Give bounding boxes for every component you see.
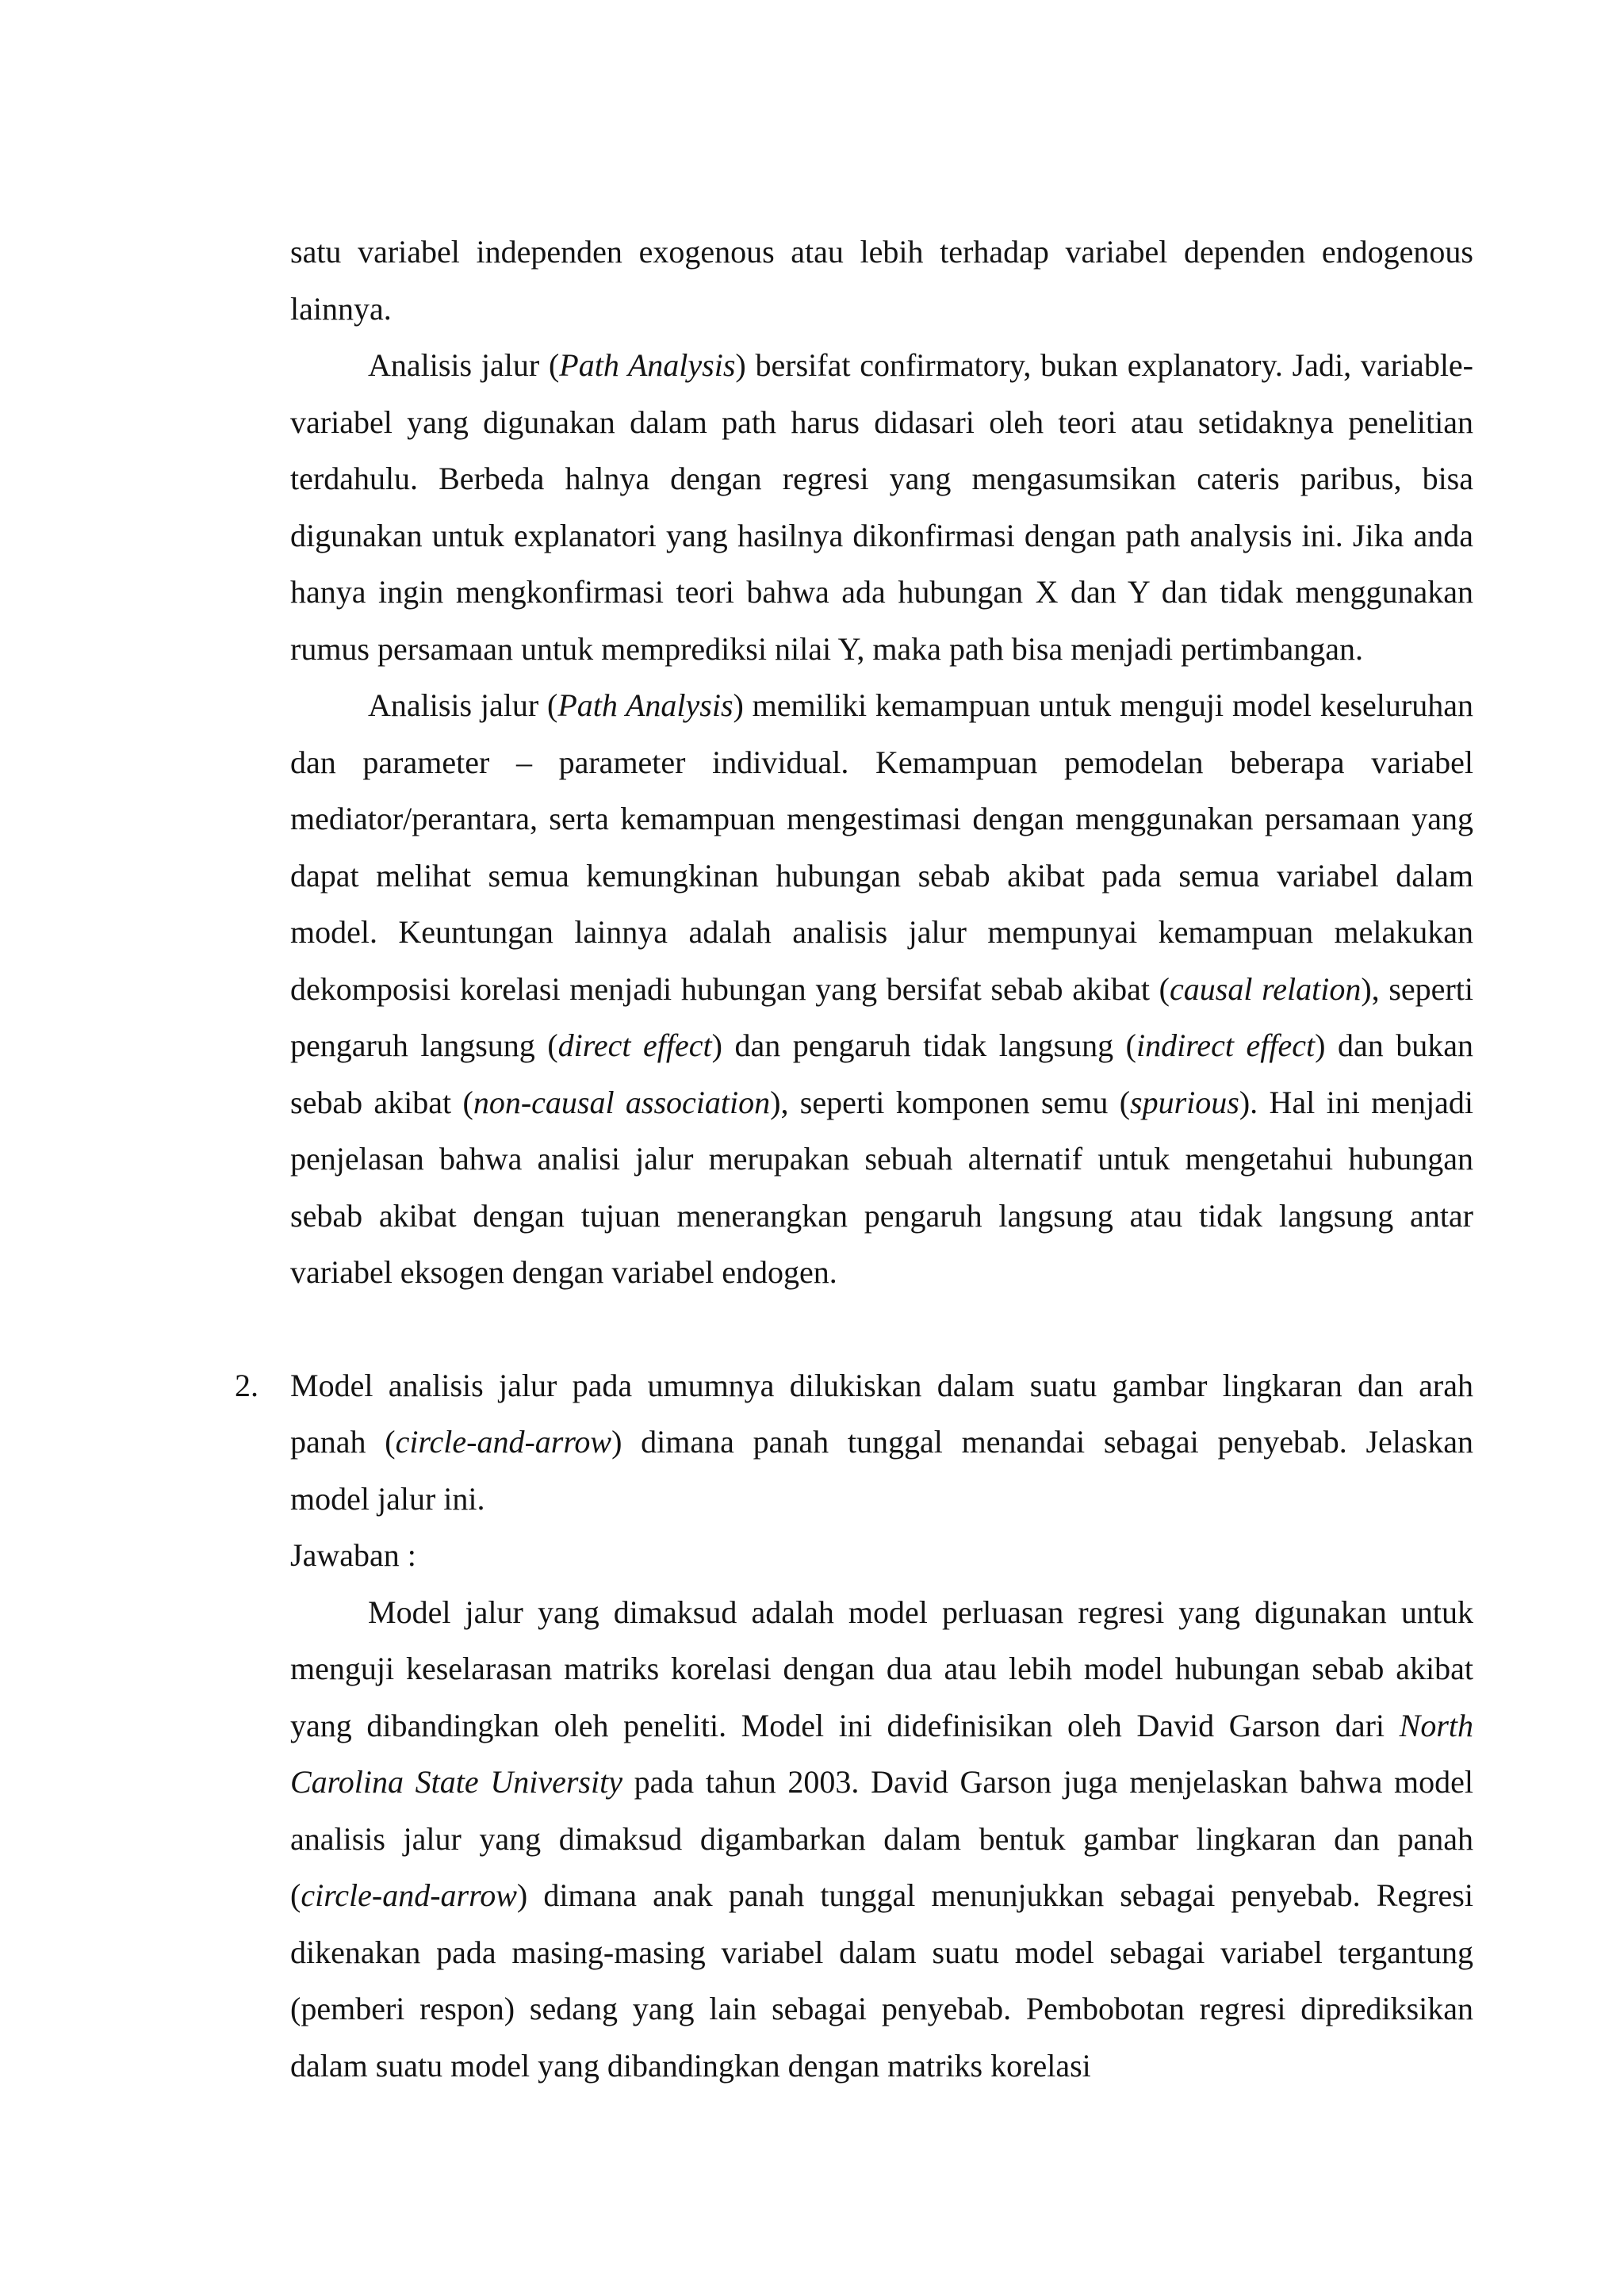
answer-paragraph <box>290 1584 1473 2095</box>
text-run: Model analisis jalur pada umumnya dilukiskan dalam suatu gambar lingkaran dan arah panah ( <box>290 1367 1473 1460</box>
text-run: ), seperti komponen semu ( <box>770 1084 1131 1120</box>
italic-term: Path Analysis <box>557 687 733 723</box>
italic-term: circle-and-arrow <box>301 1877 517 1913</box>
text-run: Analisis jalur ( <box>368 347 560 383</box>
question-item-2 <box>235 1357 1473 2095</box>
text-run: ). Hal ini menjadi penjelasan bahwa analisi jalur merupakan sebuah alternatif untuk mengetahui hubungan sebab akibat dengan tujuan menerangkan pengaruh langsung atau tidak langsung antar variabel eksogen dengan variabel endogen. <box>290 1084 1474 1290</box>
italic-term: spurious <box>1130 1084 1239 1120</box>
italic-term: Path Analysis <box>559 347 736 383</box>
text-run: ) dimana panah tunggal menandai sebagai penyebab. Jelaskan model jalur ini. <box>290 1424 1473 1517</box>
italic-term: non-causal association <box>473 1084 771 1120</box>
text-run: ) dimana anak panah tunggal menunjukkan sebagai penyebab. Regresi dikenakan pada masing-masing variabel dalam suatu model sebagai variabel tergantung (pemberi respon) sedang yang lain sebagai penyebab. Pembobotan regresi diprediksikan dalam suatu model yang dibandingkan dengan matriks korelasi <box>290 1877 1473 2084</box>
italic-term: causal relation <box>1170 970 1362 1007</box>
text-run: ) memiliki kemampuan untuk menguji model keseluruhan dan parameter – parameter individual. Kemampuan pemodelan beberapa variabel mediator/perantara, serta kemampuan mengestimasi dengan menggunakan persamaan yang dapat melihat semua kemungkinan hubungan sebab akibat pada semua variabel dalam model. Keuntungan lainnya adalah analisis jalur mempunyai kemampuan melakukan dekomposisi korelasi menjadi hubungan yang bersifat sebab akibat ( <box>290 687 1473 1007</box>
text-run: Analisis jalur ( <box>368 687 558 723</box>
text-run: ) dan pengaruh tidak langsung ( <box>711 1027 1136 1063</box>
italic-term: circle-and-arrow <box>395 1424 612 1460</box>
answer-label: Jawaban : <box>290 1537 416 1573</box>
text-run: pada tahun 2003. David Garson juga menjelaskan bahwa model analisis jalur yang dimaksud digambarkan dalam bentuk gambar lingkaran dan panah ( <box>290 1764 1473 1913</box>
italic-term: direct effect <box>557 1027 712 1063</box>
paragraph-continuation <box>290 224 1473 337</box>
text-run: ) bersifat confirmatory, bukan explanatory. Jadi, variable-variabel yang digunakan dalam path harus didasari oleh teori atau setidaknya penelitian terdahulu. Berbeda halnya dengan regresi yang mengasumsikan cateris paribus, bisa digunakan untuk explanatori yang hasilnya dikonfirmasi dengan path analysis ini. Jika anda hanya ingin mengkonfirmasi teori bahwa ada hubungan X dan Y dan tidak menggunakan rumus persamaan untuk memprediksi nilai Y, maka path bisa menjadi pertimbangan. <box>290 347 1473 667</box>
paragraph-path-analysis-confirmatory <box>290 337 1473 677</box>
italic-term: North Carolina State University <box>290 1707 1473 1800</box>
text-run: Model jalur yang dimaksud adalah model perluasan regresi yang digunakan untuk menguji keselarasan matriks korelasi dengan dua atau lebih model hubungan sebab akibat yang dibandingkan oleh peneliti. Model ini didefinisikan oleh David Garson dari <box>290 1594 1473 1743</box>
italic-term: indirect effect <box>1136 1027 1316 1063</box>
text-run: satu variabel independen exogenous atau lebih terhadap variabel dependen endogenous lainnya. <box>290 234 1473 327</box>
text-column <box>235 224 1474 2094</box>
text-run: ) dan bukan sebab akibat ( <box>290 1027 1473 1120</box>
question-text <box>290 1357 1473 1528</box>
paragraph-path-analysis-capabilities <box>290 677 1473 1301</box>
question-number: 2. <box>235 1367 259 1403</box>
text-run: ), seperti pengaruh langsung ( <box>290 970 1473 1063</box>
